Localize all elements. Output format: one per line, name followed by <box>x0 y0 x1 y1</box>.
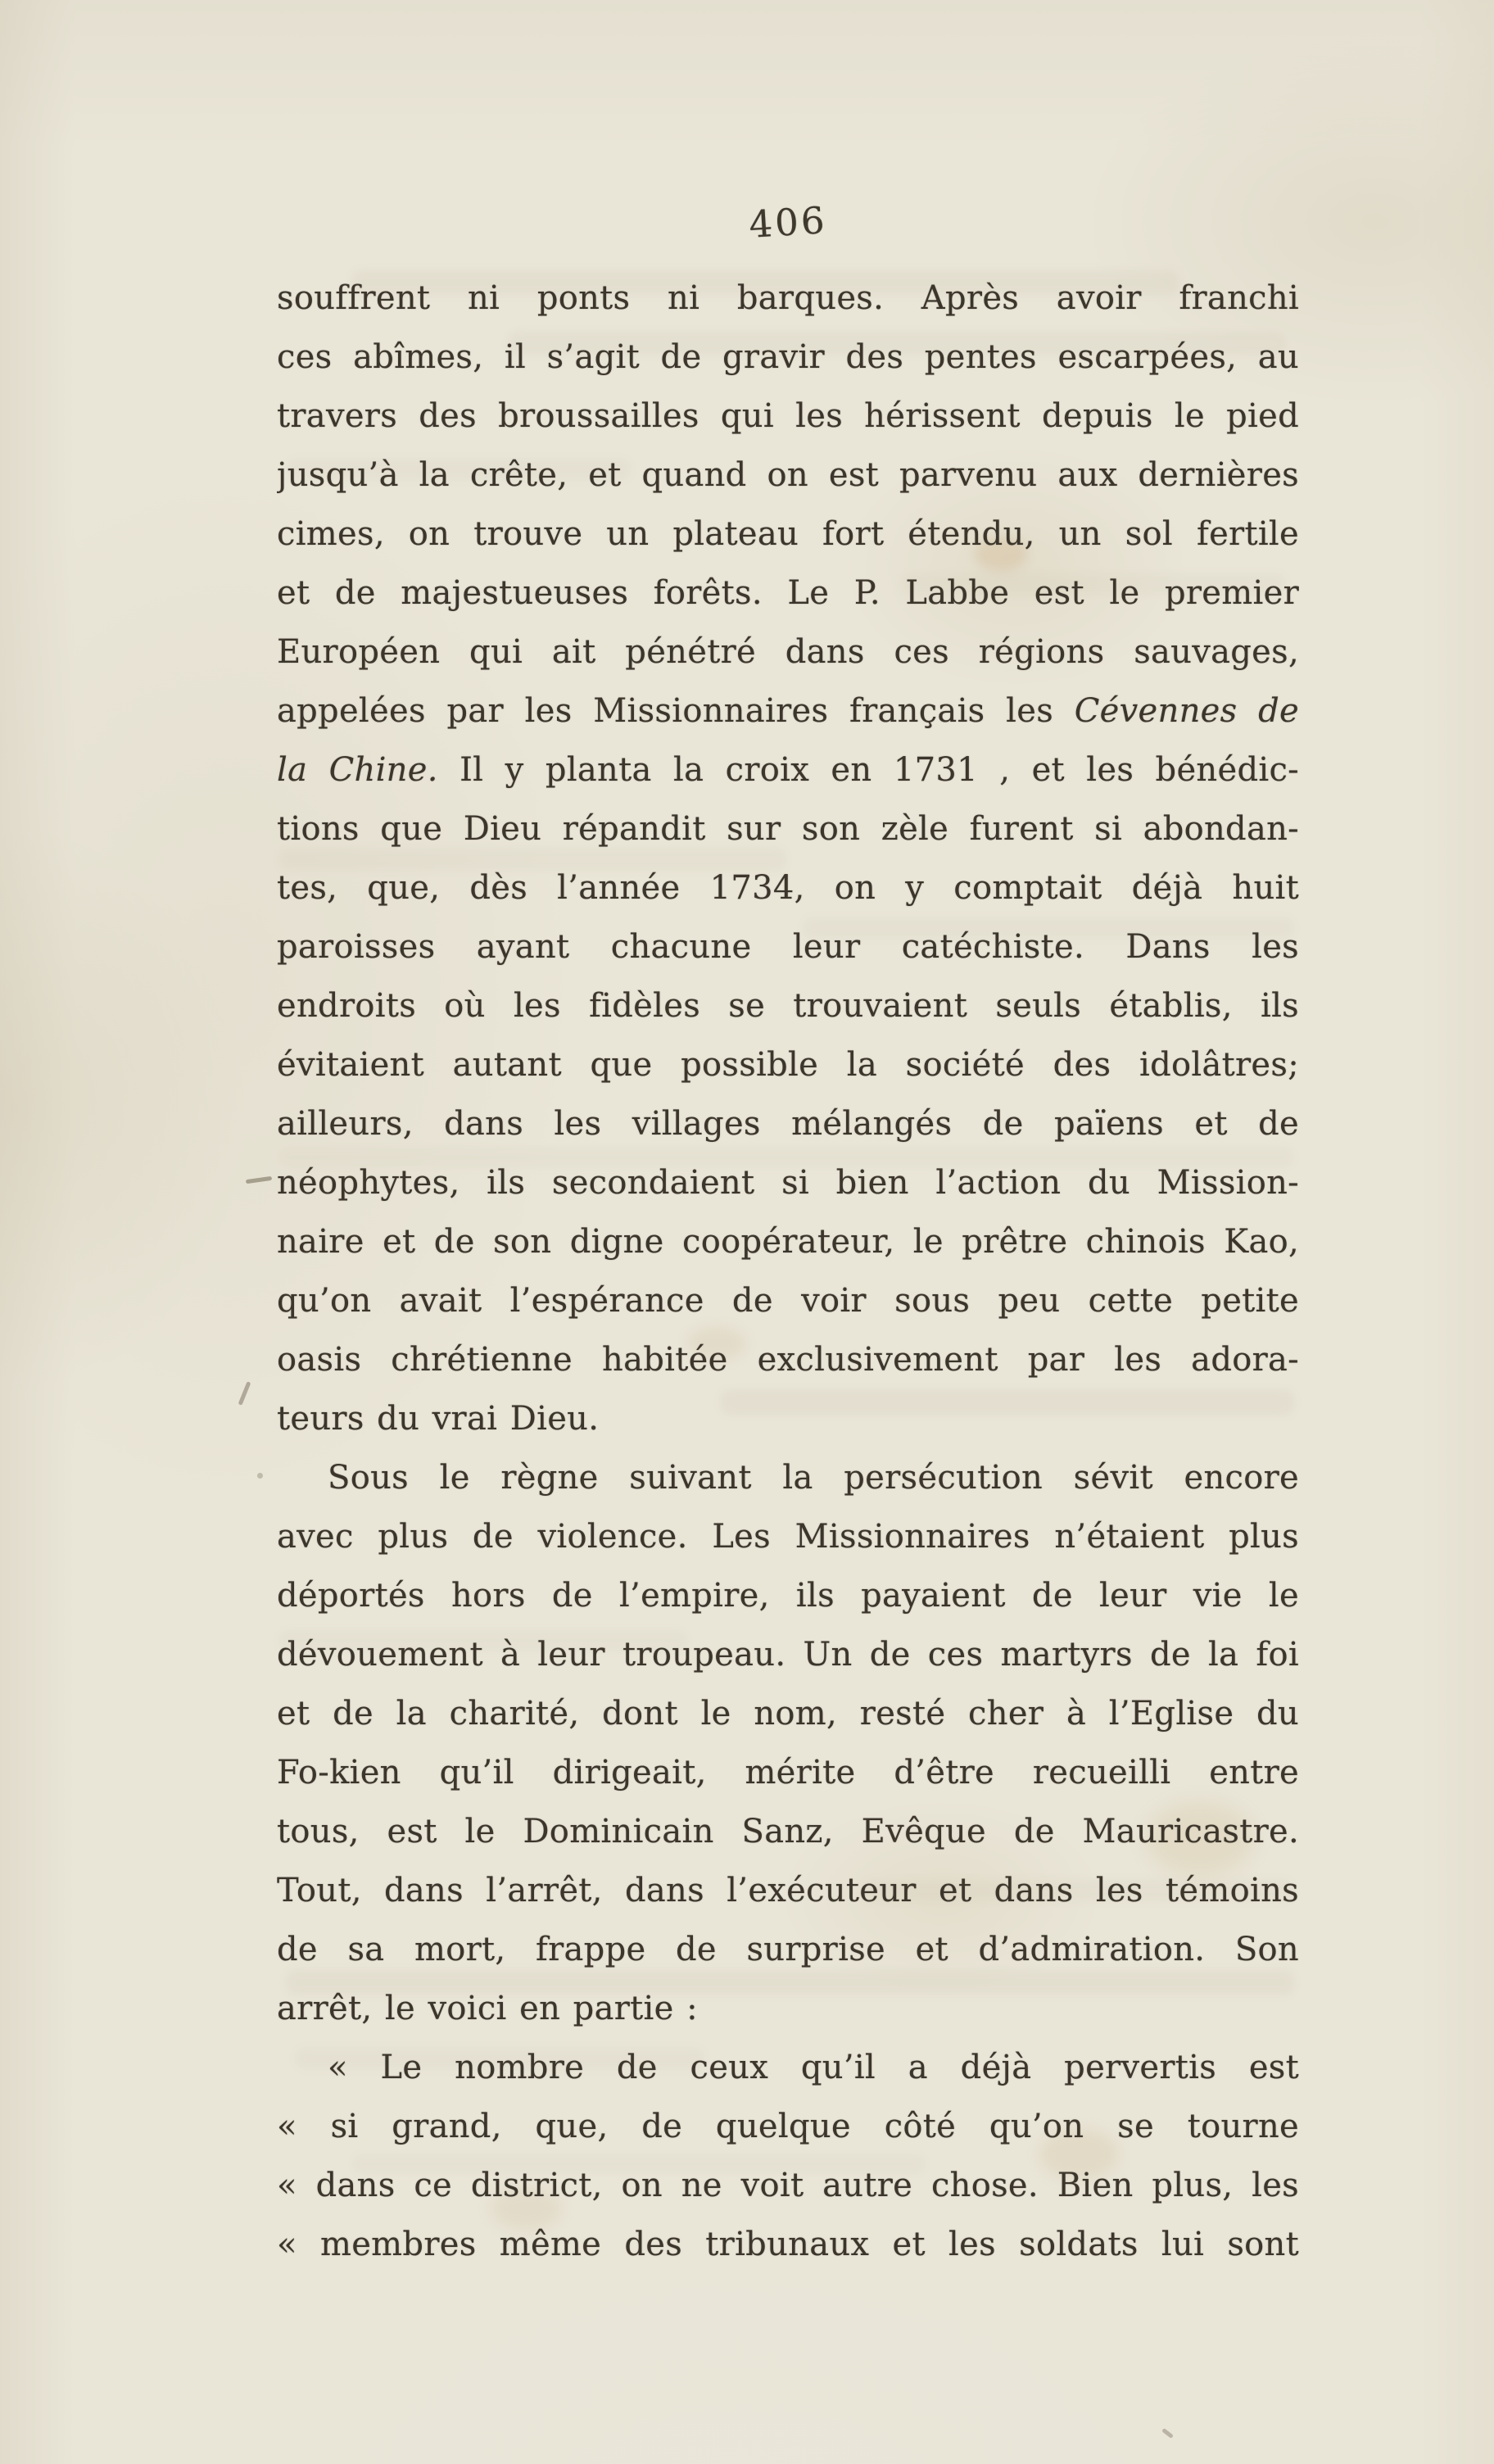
text-segment: Il y planta la croix en 1731 , et les bénédic- <box>437 751 1299 789</box>
text-segment: cimes, on trouve un plateau fort étendu, un sol fertile <box>277 515 1299 553</box>
margin-speck <box>1161 2428 1174 2439</box>
text-segment: dévouement à leur troupeau. Un de ces martyrs de la foi <box>277 1636 1299 1674</box>
text-segment: teurs du vrai Dieu. <box>277 1400 600 1438</box>
text-line <box>277 269 1299 328</box>
text-segment: Tout, dans l’arrêt, dans l’exécuteur et dans les témoins <box>277 1872 1299 1909</box>
text-line <box>277 505 1299 564</box>
text-line <box>277 1566 1299 1625</box>
text-line <box>277 2038 1299 2097</box>
text-segment: néophytes, ils secondaient si bien l’action du Mission- <box>277 1164 1299 1202</box>
text-line <box>277 446 1299 505</box>
italic-text-segment: la Chine. <box>277 751 438 789</box>
text-segment: ces abîmes, il s’agit de gravir des pentes escarpées, au <box>277 338 1299 376</box>
text-line <box>277 1802 1299 1861</box>
text-segment: évitaient autant que possible la société des idolâtres; <box>277 1046 1299 1084</box>
italic-text-segment: Cévennes de <box>1074 692 1299 730</box>
text-segment: arrêt, le voici en partie : <box>277 1990 698 2027</box>
page-text <box>277 269 1299 2274</box>
text-segment: souffrent ni ponts ni barques. Après avoir franchi <box>277 279 1299 317</box>
text-line <box>277 976 1299 1035</box>
margin-slash-mark <box>238 1381 251 1406</box>
text-segment: Européen qui ait pénétré dans ces régions sauvages, <box>277 633 1299 671</box>
text-line <box>277 1507 1299 1566</box>
text-line <box>277 1743 1299 1802</box>
text-line <box>277 682 1299 741</box>
text-segment: « membres même des tribunaux et les soldats lui sont <box>277 2226 1299 2263</box>
text-line <box>277 1212 1299 1271</box>
text-line <box>277 2215 1299 2274</box>
text-line <box>277 1625 1299 1684</box>
text-segment: travers des broussailles qui les hérissent depuis le pied <box>277 397 1299 435</box>
text-segment: tous, est le Dominicain Sanz, Evêque de Mauricastre. <box>277 1813 1299 1850</box>
text-line <box>277 858 1299 917</box>
text-line <box>277 1094 1299 1153</box>
text-line <box>277 799 1299 858</box>
text-segment: avec plus de violence. Les Missionnaires n’étaient plus <box>277 1518 1299 1556</box>
text-line <box>277 1448 1299 1507</box>
text-segment: et de la charité, dont le nom, resté cher à l’Eglise du <box>277 1695 1299 1732</box>
text-line <box>277 1153 1299 1212</box>
page-number: 406 <box>747 198 828 247</box>
text-segment: Sous le règne suivant la persécution sévit encore <box>328 1459 1299 1497</box>
text-line <box>277 1330 1299 1389</box>
text-segment: appelées par les Missionnaires français les <box>277 692 1075 730</box>
text-segment: « si grand, que, de quelque côté qu’on se tourne <box>277 2108 1299 2145</box>
text-line <box>277 1684 1299 1743</box>
text-line <box>277 1035 1299 1094</box>
text-segment: et de majestueuses forêts. Le P. Labbe est le premier <box>277 574 1299 612</box>
text-segment: tes, que, dès l’année 1734, on y comptait déjà huit <box>277 869 1299 907</box>
text-segment: jusqu’à la crête, et quand on est parvenu aux dernières <box>277 456 1299 494</box>
text-line <box>277 2156 1299 2215</box>
text-line <box>277 387 1299 446</box>
text-line <box>277 1979 1299 2038</box>
text-line <box>277 2097 1299 2156</box>
margin-dot-mark <box>257 1473 263 1479</box>
text-segment: naire et de son digne coopérateur, le prêtre chinois Kao, <box>277 1223 1299 1261</box>
text-line <box>277 564 1299 623</box>
text-segment: Fo-kien qu’il dirigeait, mérite d’être recueilli entre <box>277 1754 1299 1791</box>
text-line <box>277 1271 1299 1330</box>
text-segment: paroisses ayant chacune leur catéchiste. Dans les <box>277 928 1299 966</box>
text-segment: déportés hors de l’empire, ils payaient de leur vie le <box>277 1577 1299 1615</box>
text-line <box>277 1861 1299 1920</box>
text-segment: endroits où les fidèles se trouvaient seuls établis, ils <box>277 987 1299 1025</box>
text-segment: de sa mort, frappe de surprise et d’admiration. Son <box>277 1931 1299 1968</box>
margin-dash-mark <box>246 1176 272 1184</box>
text-segment: oasis chrétienne habitée exclusivement par les adora- <box>277 1341 1299 1379</box>
text-line <box>277 328 1299 387</box>
text-line <box>277 917 1299 976</box>
text-segment: ailleurs, dans les villages mélangés de païens et de <box>277 1105 1299 1143</box>
text-line <box>277 1389 1299 1448</box>
text-segment: tions que Dieu répandit sur son zèle furent si abondan- <box>277 810 1299 848</box>
text-segment: « dans ce district, on ne voit autre chose. Bien plus, les <box>277 2167 1299 2204</box>
text-segment: qu’on avait l’espérance de voir sous peu cette petite <box>277 1282 1299 1320</box>
text-line <box>277 623 1299 682</box>
text-line <box>277 1920 1299 1979</box>
text-segment: « Le nombre de ceux qu’il a déjà pervertis est <box>328 2049 1299 2086</box>
text-line <box>277 741 1299 799</box>
